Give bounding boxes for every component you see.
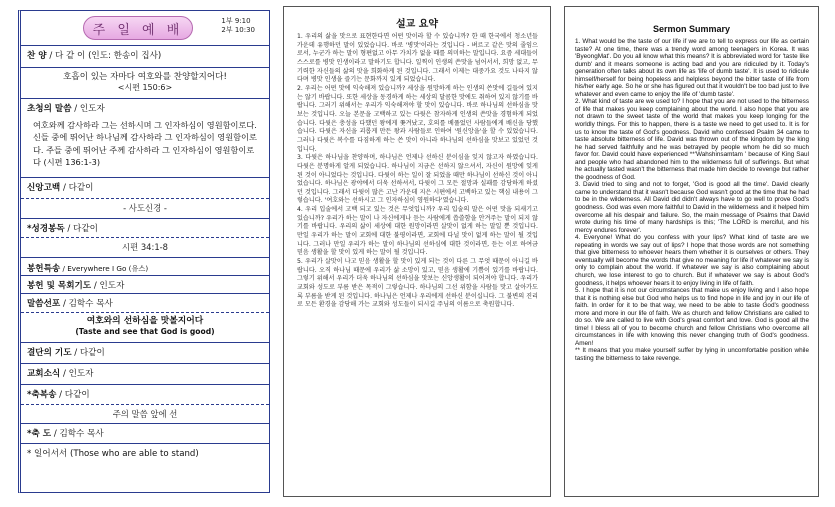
order-item-benediction <box>21 423 269 443</box>
stand-note: * 일어서서 (Those who are able to stand) <box>27 449 199 459</box>
item-label: 결단의 기도 <box>27 348 72 358</box>
verse-text: 호흡이 있는 자마다 여호와를 찬양할지어다! <box>63 72 227 82</box>
english-summary-panel <box>564 6 819 497</box>
service-times <box>221 17 255 35</box>
item-label: *축복송 <box>27 390 57 400</box>
korean-summary-panel <box>283 6 551 497</box>
item-label: 봉헌특송 <box>27 264 61 274</box>
service-time-1: 1부 9:10 <box>221 17 251 25</box>
item-label: 말씀선포 <box>27 299 61 309</box>
creed-name: - 사도신경 - <box>123 203 167 213</box>
item-label: 교회소식 <box>27 369 61 379</box>
item-leader: / 다같이 <box>64 224 98 234</box>
order-item-offering-prayer <box>21 275 269 293</box>
english-paragraph: 5. I hope that it is not our circumstances that make us enjoy living and I also hope that it is nothing else but God who helps us to find hope in life and joy in our life of faith. In order for it to be that way, we need to be able to taste God's goodness more and more in our life of faith. We as church and fellow Christians are called to do so. We are called to live with God's great comfort and love. God is good all the time! I bless all of you to become church and fellow Christians who overcome all circumstances in life with knowing this never changing truth of God's goodness. Amen! <box>575 287 809 347</box>
order-item-sermon <box>21 293 269 312</box>
korean-paragraph: 4. 우리 입술에서 고백 되고 있는 것은 무엇입니까? 우리 입술의 말은 어떤 맛을 되새기고 있습니까? 우리가 하는 말이 나 자신에게나 듣는 사람에게 씁쓸함을 안겨주는 말이 되지 않기를 바랍니다. 우리의 삶이 세상에 대한 원망이라면 살맛이 없게 하는 말일 뿐 것입니다. 만일 우리가 하는 말이 교회에 대한 불평이라면, 교회에 다닐 맛이 없게 하는 말이 될 것입니다. 그러나 만일 우리가 하는 말이 하나님의 선하심에 대한 것이라면, 듣는 이로 하여금 믿음 생활을 할 맛이 있게 하는 말이 될 것입니다. <box>297 206 538 257</box>
order-item-scripture <box>21 218 269 237</box>
item-label: 찬 양 <box>27 51 47 61</box>
english-summary-title: Sermon Summary <box>652 24 731 34</box>
order-item-psalm-verse <box>21 67 269 98</box>
item-label: 봉헌 및 목회기도 <box>27 281 92 291</box>
invitation-text: 여호와께 감사하라 그는 선하시며 그 인자하심이 영원함이로다. 신들 중에 뛰어난 하나님께 감사하라 그 인자하심이 영원함이로다. 주들 중에 뛰어난 주께 감사하라 그 인자하심이 영원함이로다 (시편 136:1-3) <box>33 120 257 168</box>
scripture-ref: 시편 34:1-8 <box>122 242 168 252</box>
order-item-creed <box>21 177 269 198</box>
worship-title: 주 일 예 배 <box>83 16 193 40</box>
english-paragraph: 4. Everyone! What do you confess with your lips? What kind of taste are we repeating in words we say out of lips? I hope that those words are not something that give bitterness to whoever hears them whether it is ourselves or others. They eventually will become the words that give no meaning for life if whatever we say is only to complain about the world. If whatever we say is also complaining about church, we lose interest to go to church. But if whatever we say is about God's goodness, it helps whoever hears it to enjoy living in life of faith. <box>575 234 809 287</box>
order-item-sermon-title <box>21 312 269 342</box>
item-leader: / 인도자 <box>71 104 105 114</box>
order-item-apostles-creed <box>21 198 269 218</box>
item-leader: / 김학수 목사 <box>60 299 113 309</box>
order-item-invitation-text <box>21 117 269 177</box>
order-item-praise <box>21 45 269 67</box>
item-leader: / Everywhere I Go (유스) <box>60 264 149 273</box>
item-label: *축 도 <box>27 429 52 439</box>
bulletin-header <box>21 11 269 45</box>
english-paragraph: 1. What would be the taste of our life if we are to tell to express our life as certain taste? At one time, there was a trendy word among teenagers in Korea. It was 'ByeongMat'. Do you all know what this means? It is abbreviated word for 'taste like dumb' and it means someone is acting bad and you are ridiculed by it. Today's generation often talks about its own life as 'life of dumb taste'. It is used to ridicule himself/herself for being hopeless and helpless beyond the bitter taste of life from his/her early age. So he or she has figured out that it wouldn't be too bad just to live whatever and even came to enjoy the life of 'dumb taste'. <box>575 38 809 98</box>
english-paragraph: 2. What kind of taste are we used to? I hope that you are not used to the bitterness of life that makes you keep complaining about the world. I also hope that you are not drawn to the sweet taste of the world that makes you keep longing for the worldly things. For this to happen, there is a taste we need to get used to. It is for us to know the taste of God's goodness. David who confessed Psalm 34 came to taste absolute bitterness of life. David was thrown out of the kingdom by the king he had served faithfully and he was betrayed by people whom he did so much favor for. David could have experienced **'Wahshinsamtam ' because of King Saul and people who had abandoned him to the wilderness full of sufferings. But what he actually tasted wasn't the bitterness that made him decide to revenge but rather the goodness of God. <box>575 98 809 181</box>
item-leader: / 다같이 <box>60 183 94 193</box>
order-item-invitation <box>21 98 269 117</box>
item-leader: / 인도자 <box>60 369 94 379</box>
korean-paragraph: 2. 우리는 어떤 맛에 익숙해져 있습니까? 세상을 원망하게 하는 인생의 쓴맛에 길들여 있지는 않기 바랍니다. 또한 세상을 동경하게 하는 세상의 달콤한 맛에도 취하여 있지 않기를 바랍니다. 그러기 위해서는 우리가 익숙해져야 할 맛이 있습니다. 바로 하나님의 선하심을 맛보는 것입니다. 오늘 본문을 고백하고 있는 다윗은 참자하게 인생의 쓴맛을 경험하게 되었습니다. 다윗은 충성을 다했던 왕에게 쫓겨났고, 호의를 베풀었던 사람들에게 배신을 당했습니다. 다윗은 자신을 괴롭게 만든 왕과 사람들로 인하여 '원신앙을'을 할 수 있었습니다. 그러나 다윗은 복수를 다짐하게 하는 쓴 맛이 아니라 하나님의 선하심을 맛보고 있었던 것입니다. <box>297 84 538 153</box>
english-footnote: ** It means that you make yourself suffer by lying in uncomfortable position while tasting the bitterness to take revenge. <box>575 347 809 362</box>
verse-ref: <시편 150:6> <box>117 83 173 92</box>
order-item-decision-prayer <box>21 342 269 363</box>
item-label: 신앙고백 <box>27 183 61 193</box>
order-item-announcements <box>21 363 269 384</box>
english-paragraph: 3. David tried to sing and not to forget, 'God is good all the time'. David clearly came to understand that it wasn't because God wasn't good at the time that he had to be in the wilderness. All David did didn't always have to go well to prove God's goodness. God was even more faithful to David in the wilderness and it helped him overcome all his despair and failure. So, the main message of Psalms that David wrote during his time of many hardships is this; 'The LORD is merciful, and his mercy endures forever'. <box>575 181 809 234</box>
worship-order-panel <box>18 10 270 493</box>
order-item-scripture-ref <box>21 237 269 257</box>
item-leader: / 다 같 이 (인도: 한송이 집사) <box>46 51 162 61</box>
korean-paragraph: 5. 우리가 살맛이 나고 믿음 생활을 할 맛이 있게 되는 것이 다른 그 무엇 때문이 아니길 바랍니다. 오직 하나님 때문에 우리가 삶 소망이 있고, 믿음 생활에 기쁨이 있기를 바랍니다. 그렇기 위해서 우리가 더욱 하나님의 선하심을 맛보는 신앙생활이 되어져야 합니다. 우리가 교회와 성도로 부름 받은 목적이 그렇습니다. 하나님의 그선 위함을 사람들 맛고 살아가도록 부름을 받게 된 것입니다. 하나님은 언제나 우리에게 선하신 분이십니다. 그 불변의 진리로 모든 환경을 감당해 가는 교회와 성도들이 되시길 주님의 이름으로 축원합니다. <box>297 258 538 309</box>
order-item-stand-note <box>21 443 269 467</box>
song-title: 주의 말씀 앞에 선 <box>112 409 178 419</box>
service-time-2: 2부 10:30 <box>221 26 255 34</box>
item-label: 초청의 말씀 <box>27 104 72 114</box>
item-leader: / 인도자 <box>91 281 125 291</box>
korean-paragraph: 1. 우리의 삶을 맛으로 표현한다면 어떤 맛이라 할 수 있습니까? 한 때 한국에서 청소년들 가운데 유행하던 말이 있었습니다. 바로 '병맛'이라는 것입니다 - 벼르고 같은 맛의 줄임으로서, 누군가 하는 말이 형편없고 아무 가치가 없을 때를 의미하는 말입니다. 요즘 세대들이 스스로를 병맛 인생이라고 말하기도 합니다. 일찍이 인생의 쓴맛을 넘어서서, 희망 없고, 무기력한 자신들의 삶의 맛을 희화하게 된 것입니다. 그래서 이제는 대중가요 것도 나타지 않다며 병맛 인생을 즐기는 문화까지 있게 되었습니다. <box>297 33 538 84</box>
english-summary-body <box>565 34 818 363</box>
order-item-blessing-song <box>21 384 269 404</box>
korean-paragraph: 3. 다윗은 하나님을 찬양하며, 하나님은 언제나 선하신 분이심을 잊지 않고자 하였습니다. 다윗은 분명하게 알게 되었습니다. 하나님이 지금은 선하지 않으셔서, 자신이 원망에 잊게 된 것이 아니었다는 것입니다. 다윗이 하는 일이 잘 되었을 때만 하나님이 선하신 것이 아니었습니다. 하나님은 광야에서 더욱 선하셔서, 다윗이 그 모든 절망과 실패를 감당하게 하셨던 것입니다. 그래서 다윗이 많은 고난 가운데 지은 시편에서 고백하고 있는 핵심 내용이 그렇습니다. '여호와는 선하시고 그 인자하심이 영원하다'였습니다. <box>297 154 538 205</box>
item-leader: / 다같이 <box>71 348 105 358</box>
korean-summary-body <box>284 30 550 310</box>
item-leader: / 다같이 <box>56 390 90 400</box>
korean-summary-title: 설교 요약 <box>395 19 439 30</box>
item-label: *성경봉독 <box>27 224 65 234</box>
order-item-offering-song <box>21 257 269 275</box>
sermon-subtitle: (Taste and see that God is good) <box>75 327 215 336</box>
sermon-title: 여호와의 선하심을 맛볼지어다 <box>86 316 204 326</box>
item-leader: / 김학수 목사 <box>51 429 104 439</box>
order-item-song-title <box>21 404 269 423</box>
